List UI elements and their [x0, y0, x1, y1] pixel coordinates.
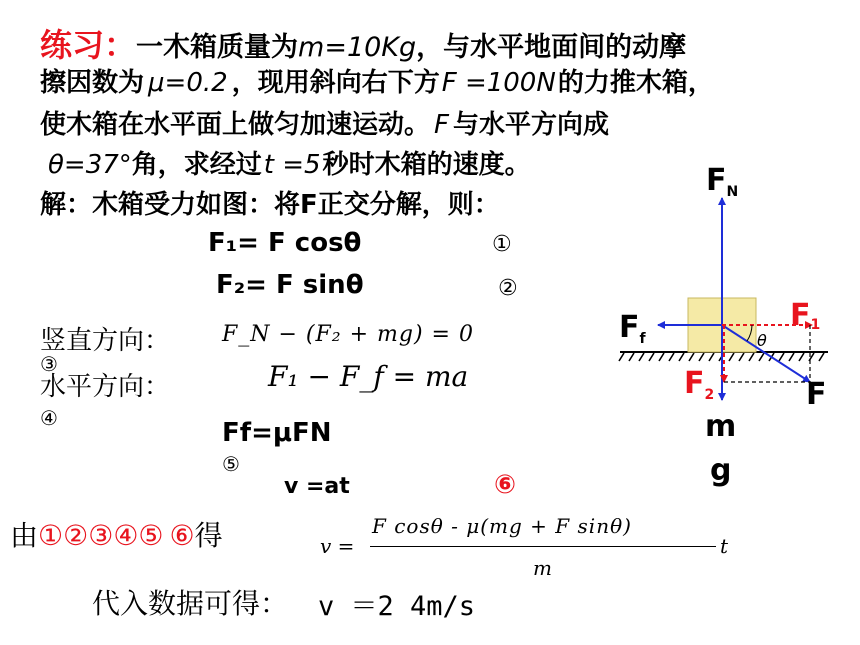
exercise-label: 练习： [40, 26, 137, 64]
equation-6-number: ⑥ [494, 470, 517, 500]
combine-number-6: ⑥ [169, 519, 195, 552]
vertical-equation: F_N − (F₂ + mg) = 0 [222, 322, 474, 347]
result-value: v ＝2 4m/s [318, 591, 476, 622]
equation-4-number: ④ [40, 406, 58, 430]
equation-1-number: ① [492, 232, 512, 257]
solution-intro: 解：木箱受力如图：将F正交分解，则： [40, 190, 500, 220]
formula-t: t [720, 534, 729, 558]
equation-5: Ff=μFN [222, 418, 332, 448]
formula-denominator: m [533, 556, 552, 580]
mg-label-m: m [705, 409, 737, 444]
problem-line-3: 使木箱在水平面上做匀加速运动。 F 与水平方向成 [40, 110, 609, 140]
problem-line-4: θ=37°角，求经过t =5秒时木箱的速度。 [48, 150, 531, 180]
mg-label-g: g [710, 453, 732, 488]
problem-line-1: 练习：一木箱质量为m=10Kg，与水平地面间的动摩 [40, 26, 687, 64]
combine-equation-numbers: ①②③④⑤ [38, 519, 164, 552]
theta-label: θ [757, 331, 767, 350]
equation-3-number: ③ [40, 352, 58, 376]
combine-line: 由①②③④⑤ ⑥得 [10, 519, 223, 552]
fn-label: $F_N$ [706, 163, 739, 200]
ff-label: $F_f$ [619, 310, 646, 347]
problem-line-2: 擦因数为 μ=0.2 ，现用斜向右下方F =100N的力推木箱， [40, 68, 714, 98]
equation-2-number: ② [498, 276, 518, 301]
f1-label: F1 [790, 298, 821, 333]
equation-5-number: ⑤ [222, 452, 240, 476]
result-label: 代入数据可得： [92, 587, 289, 620]
vertical-direction-label: 竖直方向： [40, 326, 171, 356]
horizontal-direction-label: 水平方向： [40, 372, 171, 402]
f2-label: $F_2$ [684, 366, 715, 403]
equation-6: v =at [284, 474, 350, 499]
horizontal-equation: F₁ − F_f = ma [268, 360, 469, 393]
equation-2: F₂= F sinθ [216, 270, 364, 300]
equation-1: F₁= F cosθ [208, 228, 362, 258]
formula-numerator: F cosθ - μ(mg + F sinθ) [372, 514, 632, 538]
formula-v-lhs: v = [320, 534, 355, 558]
f-label: F [806, 377, 827, 412]
